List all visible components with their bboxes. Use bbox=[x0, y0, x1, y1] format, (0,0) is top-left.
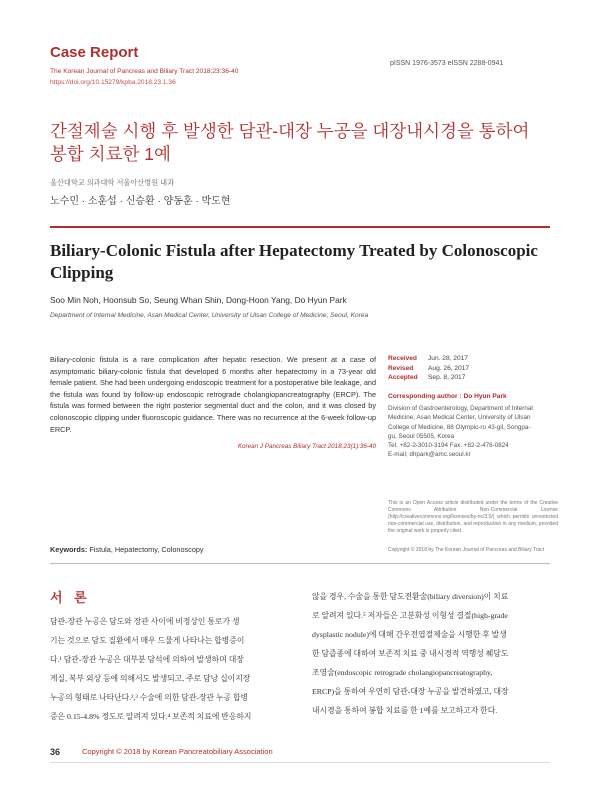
page-number: 36 bbox=[50, 747, 61, 757]
corr-line: Medicine, Asan Medical Center, University of Ulsan bbox=[388, 414, 531, 422]
corr-phone-fax: Tel. +82-2-3010-3194 Fax. +82-2-476-0824 bbox=[388, 442, 509, 450]
received-date: Jun. 28, 2017 bbox=[428, 355, 468, 362]
abstract-text: Biliary-colonic fistula is a rare complication after hepatic resection. We present at a case of asymptomatic biliary-colonic fistula that developed 6 months after hepatectomy in a 73-year old female patient. She had been undergoing endoscopic treatment for a postoperative bile leakage, and the fistula was found by follow-up endoscopic retrograde cholangiopancreatography (ERCP). The fistula was formed between the right posterior segmental duct and the colon, and it was closed by colonoscopic clipping under fluoroscopic guidance. There was no recurrence at the 6-week follow-up ERCP. bbox=[50, 355, 376, 434]
english-affiliation: Department of Internal Medicine, Asan Medical Center, University of Ulsan College of Medicine, Seoul, Korea bbox=[50, 312, 369, 319]
keywords-list: Fistula, Hepatectomy, Colonoscopy bbox=[89, 545, 204, 554]
corr-email[interactable]: E-mail; dhpark@amc.seoul.kr bbox=[388, 451, 471, 459]
received-row bbox=[388, 354, 469, 364]
article-dates bbox=[388, 354, 469, 383]
body-line: 누공의 형태로 나타난다.²,³ 수술에 의한 담관-장관 누공 합병 bbox=[50, 693, 249, 702]
footer-copyright: Copyright © 2018 by Korean Pancreatobiliary Association bbox=[82, 747, 273, 756]
keywords-label: Keywords: bbox=[50, 545, 88, 554]
body-column-left bbox=[50, 612, 294, 726]
body-line: 조영술(endoscopic retrograde cholangiopancreatography, bbox=[312, 668, 493, 677]
english-authors: Soo Min Noh, Hoonsub So, Seung Whan Shin, Dong-Hoon Yang, Do Hyun Park bbox=[50, 295, 347, 305]
body-line: 내시경을 통하여 봉합 치료를 한 1예를 보고하고자 한다. bbox=[312, 706, 498, 715]
revised-date: Aug. 26, 2017 bbox=[428, 364, 470, 372]
english-title: Biliary-Colonic Fistula after Hepatectomy Treated by Colonoscopic Clipping bbox=[50, 241, 538, 282]
body-line: 다.¹ 담관-장관 누공은 대부분 담석에 의하여 발생하며 대장 bbox=[50, 655, 244, 664]
accepted-row bbox=[388, 373, 469, 383]
section-divider bbox=[50, 563, 550, 564]
title-divider bbox=[50, 226, 550, 228]
body-line: 게실, 복부 외상 등에 의해서도 발생되고, 주로 담낭 십이지장 bbox=[50, 674, 251, 683]
corresponding-author-label: Corresponding author : Do Hyun Park bbox=[388, 393, 507, 400]
received-label: Received bbox=[388, 355, 417, 362]
article-type-label: Case Report bbox=[50, 44, 139, 61]
journal-copyright: Copyright © 2018 by The Korean Journal of Pancreas and Biliary Tract bbox=[388, 547, 545, 553]
abstract-citation: Korean J Pancreas Biliary Tract 2018;23(1):36-40 bbox=[237, 443, 376, 450]
revised-label: Revised bbox=[388, 364, 414, 372]
revised-row bbox=[388, 364, 469, 374]
corr-line: College of Medicine, 88 Olympic-ro 43-gil, Songpa- bbox=[388, 423, 531, 431]
body-line: dysplastic nodule)에 대해 간우전엽절제술을 시행한 후 발생 bbox=[312, 630, 507, 639]
body-line: 기는 것으로 담도 질환에서 매우 드물게 나타나는 합병증이 bbox=[50, 636, 245, 645]
section-heading: 서 론 bbox=[50, 590, 91, 605]
body-column-right bbox=[312, 587, 550, 720]
corr-line: Division of Gastroenterology, Department of Internal bbox=[388, 405, 533, 412]
keywords bbox=[50, 545, 204, 554]
body-line: 않을 경우, 수술을 통한 담도전환술(biliary diversion)이 치료 bbox=[312, 592, 509, 601]
accepted-label: Accepted bbox=[388, 374, 418, 381]
body-line: ERCP)을 통하여 우연히 담관-대장 누공을 발견하였고, 대장 bbox=[312, 687, 509, 696]
issn-info: pISSN 1976-3573 eISSN 2288-0941 bbox=[390, 60, 504, 67]
korean-affiliation: 울산대학교 의과대학 서울아산병원 내과 bbox=[50, 178, 175, 187]
korean-title: 간절제술 시행 후 발생한 담관-대장 누공을 대장내시경을 통하여 봉합 치료한 1예 bbox=[50, 121, 530, 164]
open-access-notice: This is an Open Access article distributed under the terms of the Creative Commons Attribution Non-Commercial License (http://creativecommons.org/licenses/by-nc/3.0/) which permits unrestricted non-commercial use, distribution, and reproduction in any medium, provided the original work is properly cited. bbox=[388, 500, 558, 534]
accepted-date: Sep. 8, 2017 bbox=[428, 374, 466, 381]
body-line: 한 담즙종에 대하여 보존적 치료 중 내시경적 역행성 췌담도 bbox=[312, 649, 509, 658]
korean-authors: 노수민 · 소훈섭 · 신승환 · 양동훈 · 박도현 bbox=[50, 196, 231, 207]
body-line: 증은 0.15-4.8% 정도로 알려져 있다.⁴ 보존적 치료에 반응하지 bbox=[50, 712, 252, 721]
doi-link[interactable]: https://doi.org/10.15279/kpba.2018.23.1.36 bbox=[50, 79, 176, 86]
journal-citation: The Korean Journal of Pancreas and Biliary Tract 2018;23:36-40 bbox=[50, 68, 239, 75]
corr-line: gu, Seoul 05505, Korea bbox=[388, 432, 455, 440]
footer-divider bbox=[50, 762, 550, 763]
body-line: 로 알려져 있다.⁵ 저자들은 고분화성 이형성 결절(high-grade bbox=[312, 611, 508, 620]
body-line: 담관-장관 누공은 담도와 장관 사이에 비정상인 통로가 생 bbox=[50, 617, 240, 626]
corresponding-author-details bbox=[388, 404, 558, 460]
